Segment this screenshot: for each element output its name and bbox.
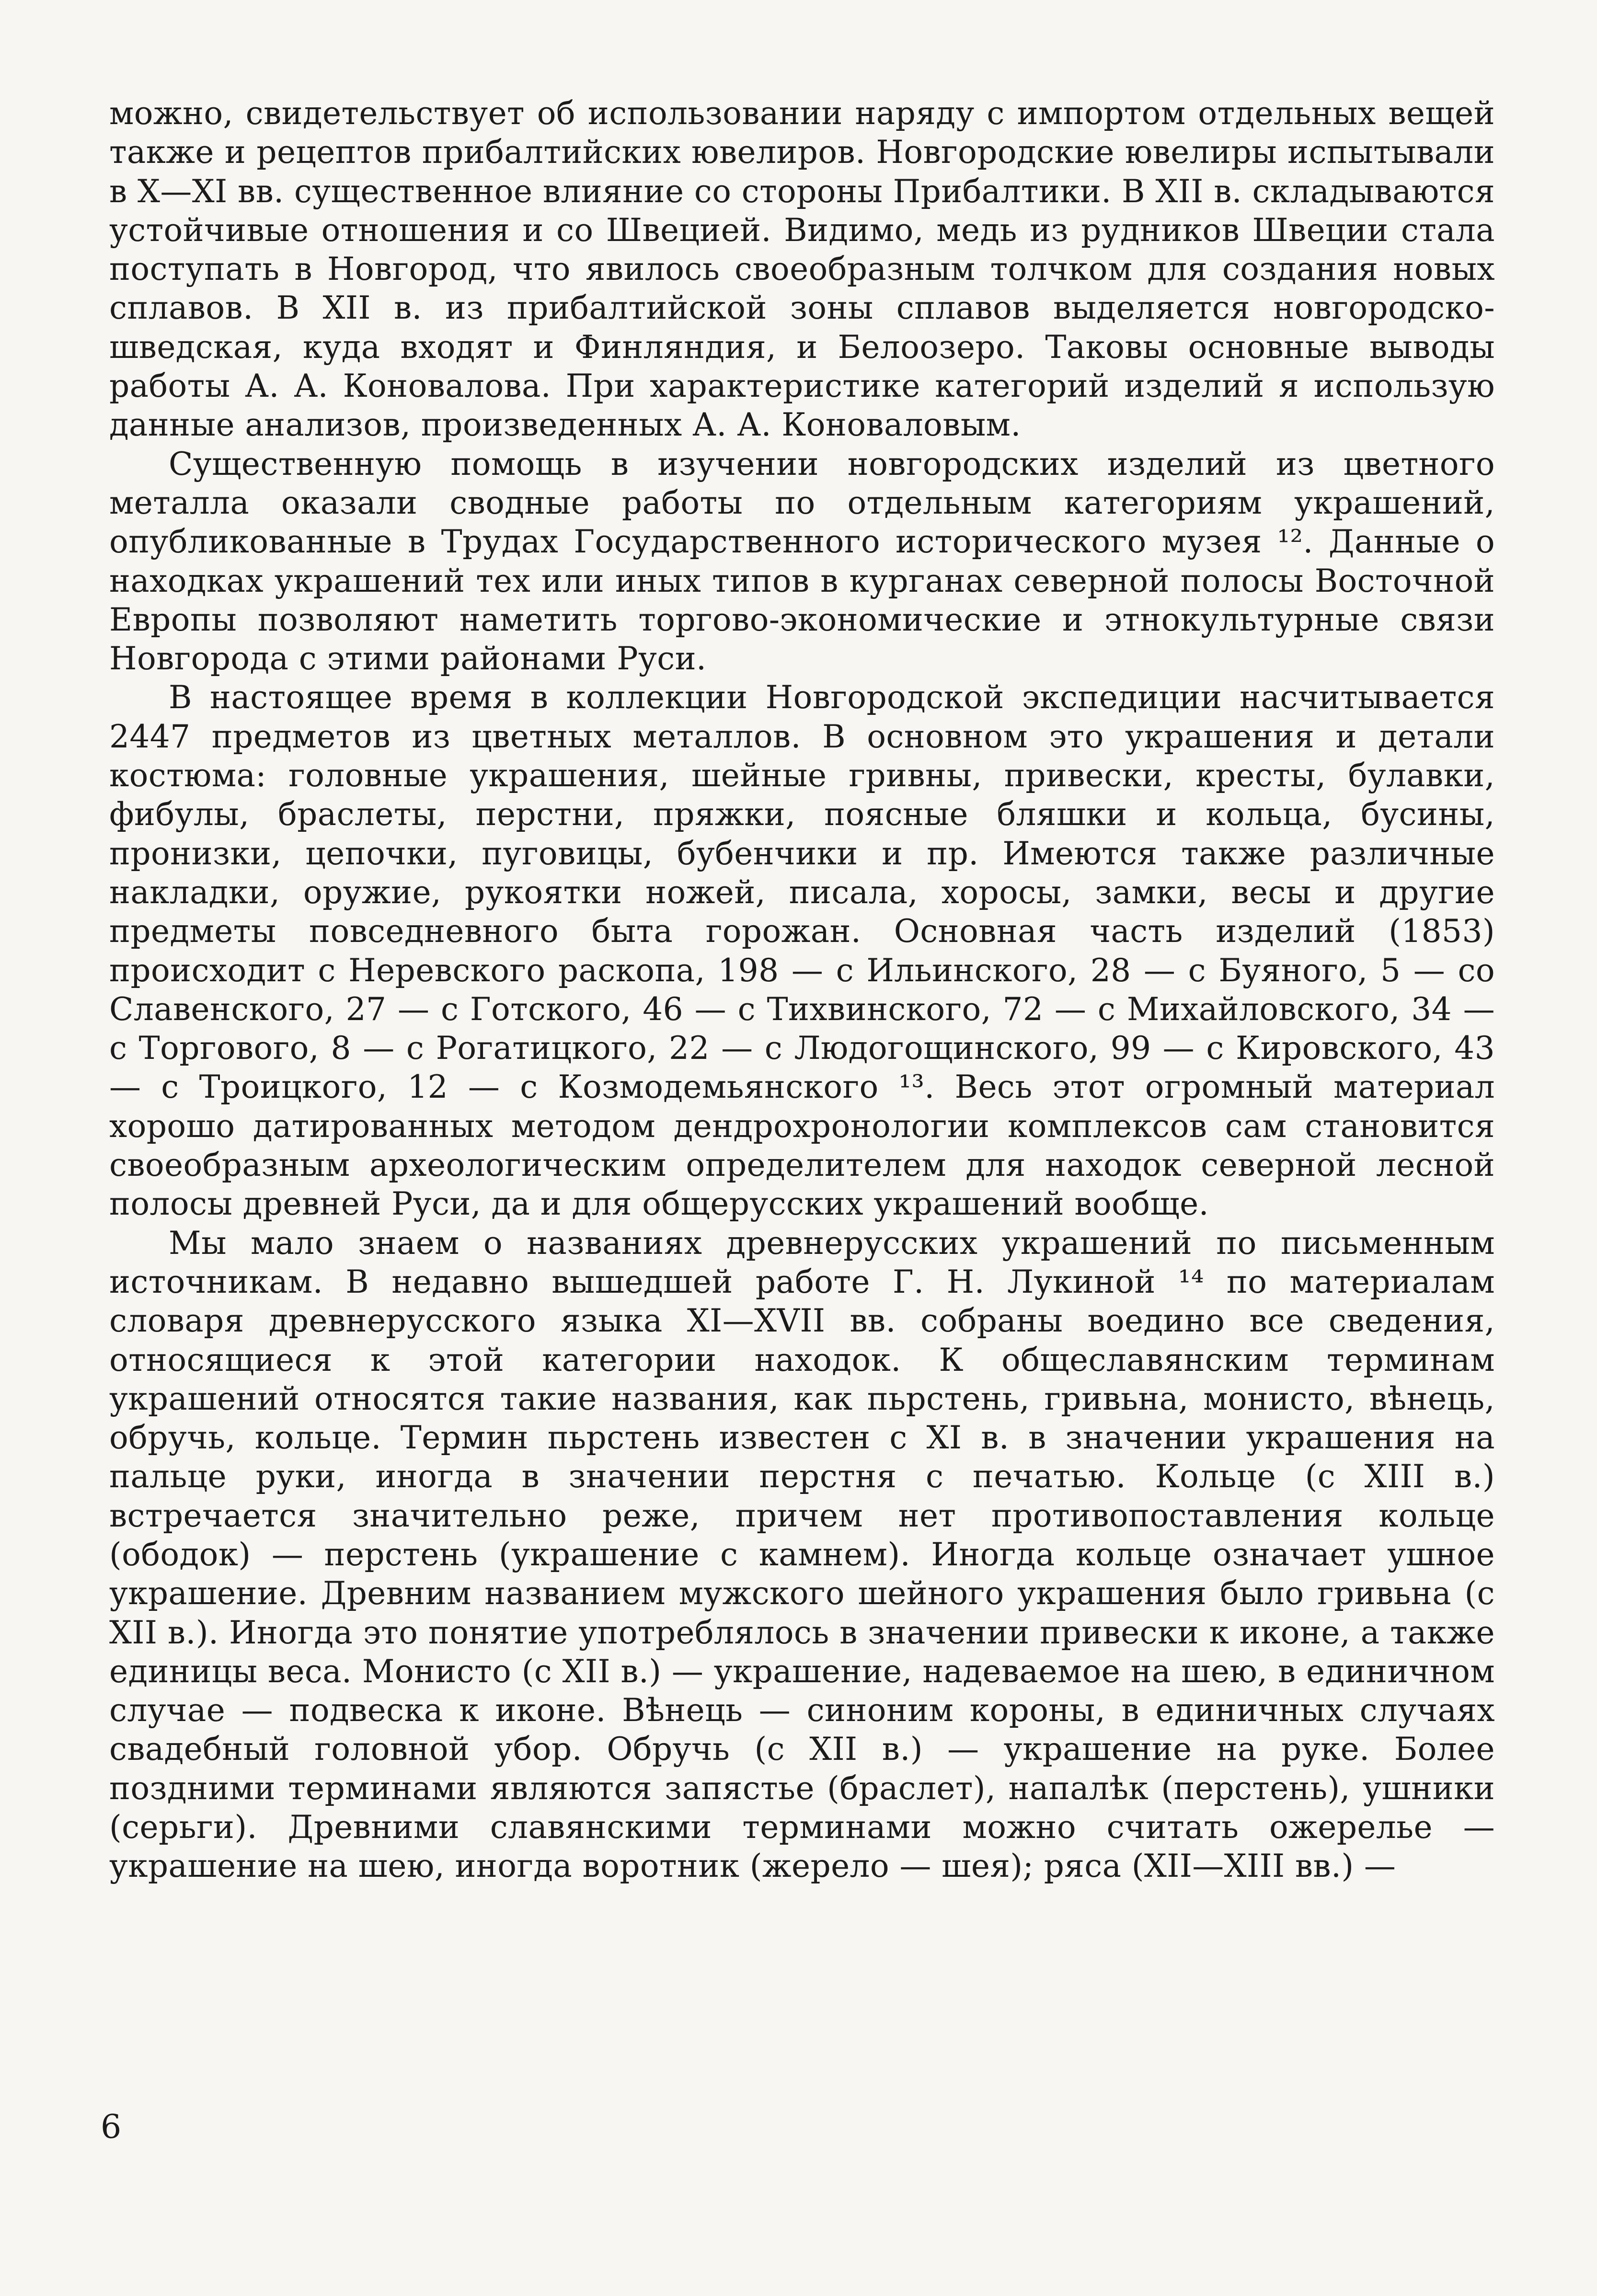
paragraph: В настоящее время в коллекции Новгородской экспедиции насчитывается 2447 предметов из цветных металлов. В основном это украшения и детали костюма: головные украшения, шейные гривны, привески, кресты, булавки, фибулы, браслеты, перстни, пряжки, поясные бляшки и кольца, бусины, пронизки, цепочки, пуговицы, бубенчики и пр. Имеются также различные накладки, оружие, рукоятки ножей, писала, хоросы, замки, весы и другие предметы повседневного быта горожан. Основная часть изделий (1853) происходит с Неревского раскопа, 198 — с Ильинского, 28 — с Буяного, 5 — со Славенского, 27 — с Готского, 46 — с Тихвинского, 72 — с Михайловского, 34 — с Торгового, 8 — с Рогатицкого, 22 — с Людогощинского, 99 — с Кировского, 43 — с Троицкого, 12 — с Козмодемьянского ¹³. Весь этот огромный материал хорошо датированных методом дендрохронологии комплексов сам становится своеобразным археологическим определителем для находок северной лесной полосы древней Руси, да и для общерусских украшений вообще. bbox=[109, 679, 1495, 1223]
body-text bbox=[109, 94, 1495, 1886]
paragraph: Существенную помощь в изучении новгородских изделий из цветного металла оказали сводные работы по отдельным категориям украшений, опубликованные в Трудах Государственного исторического музея ¹². Данные о находках украшений тех или иных типов в курганах северной полосы Восточной Европы позволяют наметить торгово-экономические и этнокультурные связи Новгорода с этими районами Руси. bbox=[109, 445, 1495, 677]
paragraph: Мы мало знаем о названиях древнерусских украшений по письменным источникам. В недавно вышедшей работе Г. Н. Лукиной ¹⁴ по материалам словаря древнерусского языка XI—XVII вв. собраны воедино все сведения, относящиеся к этой категории находок. К общеславянским терминам украшений относятся такие названия, как пьрстень, гривьна, монисто, вѣнець, обручь, кольце. Термин пьрстень известен с XI в. в значении украшения на пальце руки, иногда в значении перстня с печатью. Кольце (с XIII в.) встречается значительно реже, причем нет противопоставления кольце (ободок) — перстень (украшение с камнем). Иногда кольце означает ушное украшение. Древним названием мужского шейного украшения было гривьна (с XII в.). Иногда это понятие употреблялось в значении привески к иконе, а также единицы веса. Монисто (с XII в.) — украшение, надеваемое на шею, в единичном случае — подвеска к иконе. Вѣнець — синоним короны, в единичных случаях свадебный головной убор. Обручь (с XII в.) — украшение на руке. Более поздними терминами являются запястье (браслет), напалѣк (перстень), ушники (серьги). Древними славянскими терминами можно считать ожерелье — украшение на шею, иногда воротник (жерело — шея); ряса (XII—XIII вв.) — bbox=[109, 1224, 1495, 1885]
paragraph: можно, свидетельствует об использовании наряду с импортом отдельных вещей также и рецептов прибалтийских ювелиров. Новгородские ювелиры испытывали в X—XI вв. существенное влияние со стороны Прибалтики. В XII в. складываются устойчивые отношения и со Швецией. Видимо, медь из рудников Швеции стала поступать в Новгород, что явилось своеобразным толчком для создания новых сплавов. В XII в. из прибалтийской зоны сплавов выделяется новгородско-шведская, куда входят и Финляндия, и Белоозеро. Таковы основные выводы работы А. А. Коновалова. При характеристике категорий изделий я использую данные анализов, произведенных А. А. Коноваловым. bbox=[109, 95, 1495, 444]
page-number: 6 bbox=[101, 2108, 122, 2146]
